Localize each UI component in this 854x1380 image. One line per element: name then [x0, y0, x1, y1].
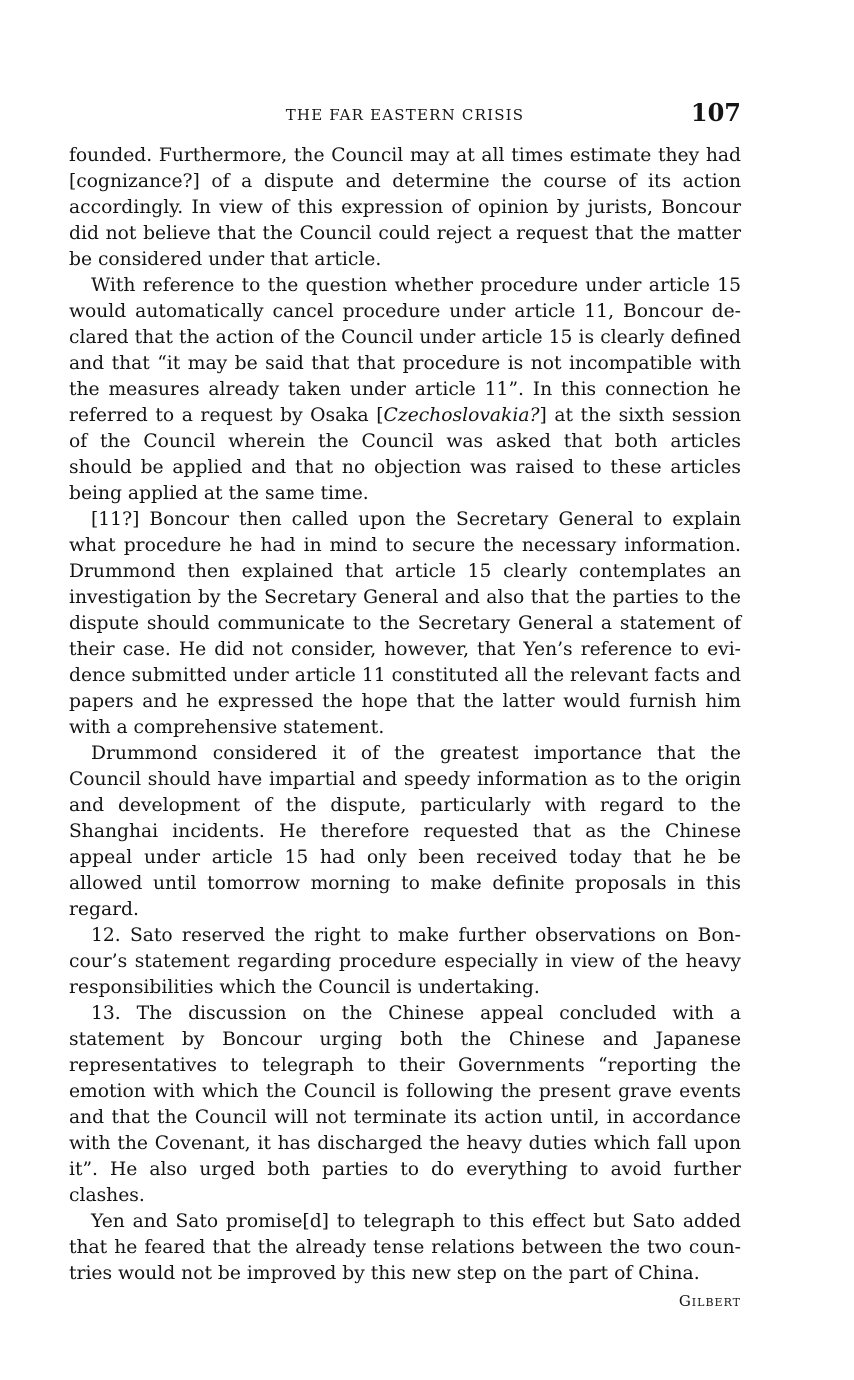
page-number: 107	[690, 98, 741, 127]
paragraph-continued: founded. Furthermore, the Council may at all times estimate they had [cognizance?] of a dispute and determine the course of its action accordingly. In view of this expression of opinion by jurists, Boncour did not believe that the Council could reject a request that the matter be considered under that article.	[69, 145, 741, 270]
paragraph-11-secretary-general: [11?] Boncour then called upon the Secretary General to explain what procedure he had in mind to secure the necessary information. Drummond then explained that article 15 clearly contemplates an investigation by the Secretary General and also that the parties to the dispute should communicate to the Secretary General a statement of their case. He did not consider, however, that Yen’s reference to evidence submitted under article 11 constituted all the relevant facts and papers and he expressed the hope that the latter would furnish him with a comprehensive statement.	[69, 509, 741, 738]
paragraph-13-discussion-concluded: 13. The discussion on the Chinese appeal concluded with a statement by Boncour urging both the Chinese and Japanese representatives to telegraph to their Governments “reporting the emotion with which the Council is following the present grave events and that the Council will not terminate its action until, in accordance with the Covenant, it has discharged the heavy duties which fall upon it”. He also urged both parties to do everything to avoid further clashes.	[69, 1003, 741, 1206]
running-head	[69, 98, 741, 132]
paragraph-drummond-information: Drummond considered it of the greatest importance that the Council should have impartial and speedy information as to the origin and development of the dispute, particularly with regard to the Shanghai incidents. He therefore requested that as the Chinese appeal under article 15 had only been received today that he be allowed until tomorrow morning to make definite proposals in this regard.	[69, 743, 741, 920]
paragraph-yen-sato-telegraph: Yen and Sato promise[d] to telegraph to this effect but Sato added that he feared that the already tense relations between the two countries would not be improved by this new step on the part of China.	[69, 1211, 741, 1284]
running-title: THE FAR EASTERN CRISIS	[285, 106, 525, 124]
page	[69, 98, 741, 1310]
signature: Gilbert	[678, 1292, 741, 1310]
italic-editorial-guess: Czechoslovakia?	[383, 405, 540, 426]
body-text	[69, 143, 741, 1287]
paragraph-12-sato-reservation: 12. Sato reserved the right to make further observations on Boncour’s statement regarding procedure especially in view of the heavy responsibilities which the Council is undertaking.	[69, 925, 741, 998]
paragraph-article-15-procedure: With reference to the question whether procedure under article 15 would automatically cancel procedure under article 11, Boncour declared that the action of the Council under article 15 is clearly defined and that “it may be said that that procedure is not incompatible with the measures already taken under article 11”. In this connection he referred to a request by Osaka [Czechoslovakia?] at the sixth session of the Council wherein the Council was asked that both articles should be applied and that no objection was raised to these articles being applied at the same time.	[69, 275, 741, 504]
